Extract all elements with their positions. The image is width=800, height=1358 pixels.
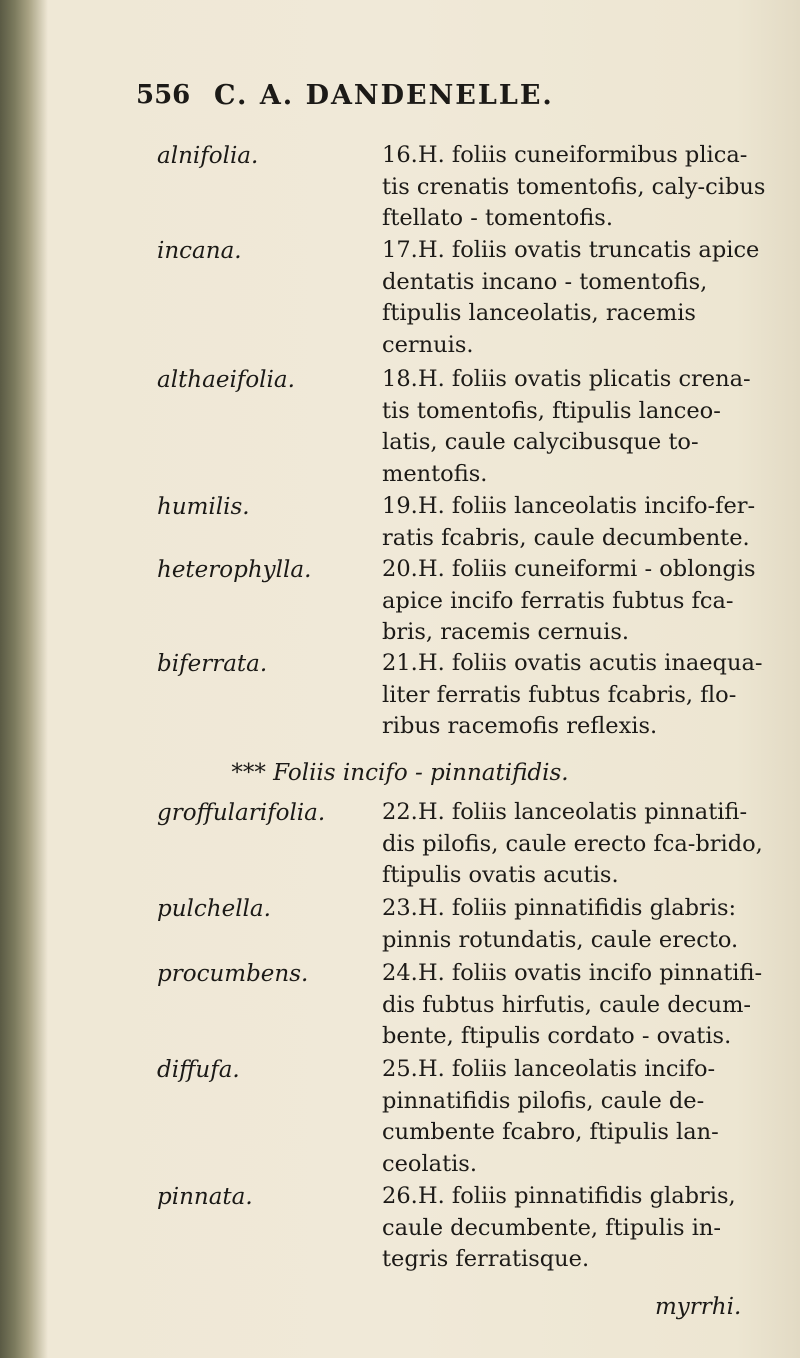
entry-text: H. foliis pinnatifidis glabris, caule decumbente, ftipulis in-tegris ferratisque. [382,1183,736,1273]
species-name: diffufa. [157,1057,240,1083]
species-name: biferrata. [157,651,268,677]
page-header [136,80,696,120]
species-description [382,235,772,361]
entry-number: 17. [382,237,418,263]
entry-number: 19. [382,493,418,519]
entry-text: H. foliis ovatis acutis inaequa-liter ferratis fubtus fcabris, flo-ribus racemofis reflexis. [382,650,763,740]
entry-text: H. foliis lanceolatis incifo-fer-ratis fcabris, caule decumbente. [382,493,756,551]
species-name: incana. [157,238,242,264]
entry-number: 26. [382,1183,418,1209]
entry-text: H. foliis cuneiformi - oblongis apice incifo ferratis fubtus fca-bris, racemis cernuis. [382,556,756,646]
entry-text: H. foliis ovatis truncatis apice dentatis incano - tomentofis, ftipulis lanceolatis, racemis cernuis. [382,237,760,358]
running-head: C. A. DANDENELLE. [214,80,554,111]
species-name: procumbens. [157,961,309,987]
entry-number: 16. [382,142,418,168]
species-description [382,554,772,649]
species-description [382,140,772,235]
entry-text: H. foliis pinnatifidis glabris: pinnis rotundatis, caule erecto. [382,895,739,953]
species-description [382,648,772,743]
section-heading: *** Foliis incifo - pinnatifidis. [231,760,569,786]
entry-number: 20. [382,556,418,582]
entry-text: H. foliis lanceolatis pinnatifi-dis pilofis, caule erecto fca-brido, ftipulis ovatis acutis. [382,799,763,889]
entry-text: H. foliis lanceolatis incifo-pinnatifidis pilofis, caule de-cumbente fcabro, ftipulis lan-ceolatis. [382,1056,719,1177]
entry-number: 24. [382,960,418,986]
entry-text: H. foliis ovatis incifo pinnatifi-dis fubtus hirfutis, caule decum-bente, ftipulis cordato - ovatis. [382,960,763,1050]
species-name: pinnata. [157,1184,253,1210]
species-description [382,893,772,956]
species-name: althaeifolia. [157,367,295,393]
page-number: 556 [136,80,191,110]
entry-number: 18. [382,366,418,392]
page-edge-shadow [0,0,48,1358]
species-description [382,364,772,490]
species-name: pulchella. [157,896,271,922]
species-name: humilis. [157,494,250,520]
entry-number: 21. [382,650,418,676]
entry-number: 25. [382,1056,418,1082]
entry-text: H. foliis ovatis plicatis crena-tis tomentofis, ftipulis lanceo-latis, caule calycibusque to-mentofis. [382,366,751,487]
species-name: heterophylla. [157,557,312,583]
entry-number: 23. [382,895,418,921]
species-name: groffularifolia. [157,800,326,826]
catchword: myrrhi. [655,1294,742,1320]
species-name: alnifolia. [157,143,259,169]
species-description [382,1054,772,1180]
entry-number: 22. [382,799,418,825]
species-description [382,491,772,554]
species-description [382,1181,772,1276]
species-description [382,797,772,892]
entry-text: H. foliis cuneiformibus plica-tis crenatis tomentofis, caly-cibus ftellato - tomentofis. [382,142,766,232]
species-description [382,958,772,1053]
